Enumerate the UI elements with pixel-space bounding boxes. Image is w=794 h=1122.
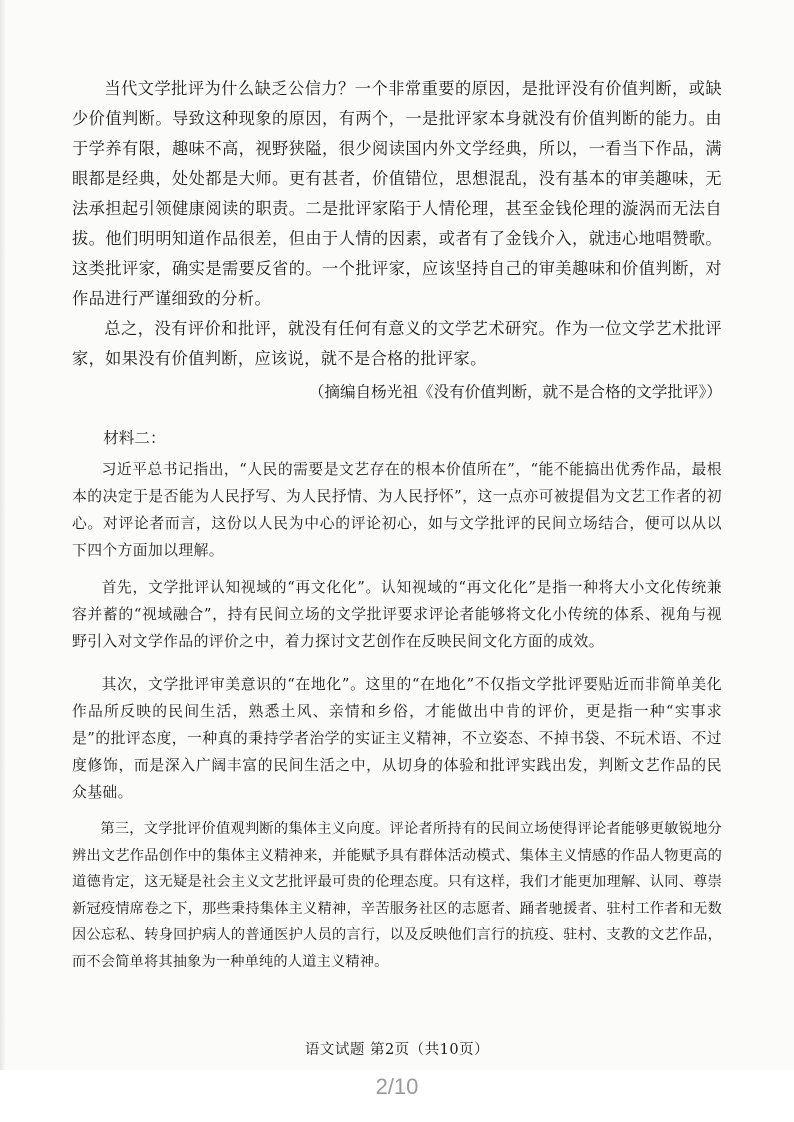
material1-paragraph-1: 当代文学批评为什么缺乏公信力？一个非常重要的原因，是批评没有价值判断，或缺少价值判断。导致这种现象的原因，有两个，一是批评家本身就没有价值判断的能力。由于学养有限，趣味不高，视野狭隘，很少阅读国内外文学经典，所以，一看当下作品，满眼都是经典，处处都是大师。更有甚者，价值错位，思想混乱，没有基本的审美趣味，无法承担起引领健康阅读的职责。二是批评家陷于人情伦理，甚至金钱伦理的漩涡而无法自拔。他们明明知道作品很差，但由于人情的因素，或者有了金钱介入，就违心地唱赞歌。这类批评家，确实是需要反省的。一个批评家，应该坚持自己的审美趣味和价值判断，对作品进行严谨细致的分析。 — [72, 79, 722, 308]
page-body — [72, 74, 722, 975]
material2-paragraph-4: 第三，文学批评价值观判断的集体主义向度。评论者所持有的民间立场使得评论者能够更敏锐地分辨出文艺作品创作中的集体主义精神来，并能赋予具有群体活动模式、集体主义情感的作品人物更高的道德肯定，这无疑是社会主义文艺批评最可贵的伦理态度。只有这样，我们才能更加理解、认同、尊崇新冠疫情席卷之下，那些秉持集体主义精神，辛苦服务社区的志愿者、踊者驰援者、驻村工作者和无数因公忘私、转身回护病人的普通医护人员的言行，以及反映他们言行的抗疫、驻村、支教的文艺作品，而不会简单将其抽象为一种单纯的人道主义精神。 — [72, 821, 722, 970]
scan-shadow-edge — [0, 0, 6, 1070]
material1-paragraph-2: 总之，没有评价和批评，就没有任何有意义的文学艺术研究。作为一位文学艺术批评家，如果没有价值判断，应该说，就不是合格的批评家。 — [72, 319, 722, 368]
material2-paragraph-2: 首先，文学批评认知视域的“再文化化”。认知视域的“再文化化”是指一种将大小文化传统兼容并蓄的“视域融合”，持有民间立场的文学批评要求评论者能够将文化小传统的体系、视角与视野引入对文学作品的评价之中，着力探讨文艺创作在反映民间文化方面的成效。 — [72, 579, 722, 650]
material1-source: （摘编自杨光祖《没有价值判断，就不是合格的文学批评》） — [308, 383, 722, 401]
material2-heading: 材料二： — [103, 429, 166, 447]
material2-paragraph-1: 习近平总书记指出，“人民的需要是文艺存在的根本价值所在”，“能不能搞出优秀作品，最根本的决定于是否能为人民抒写、为人民抒情、为人民抒怀”，这一点亦可被提倡为文艺工作者的初心。对评论者而言，这份以人民为中心的评论初心，如与文学批评的民间立场结合，便可以从以下四个方面加以理解。 — [72, 461, 722, 559]
material2-paragraph-3: 其次，文学批评审美意识的“在地化”。这里的“在地化”不仅指文学批评要贴近而非简单美化作品所反映的民间生活，熟悉土风、亲情和乡俗，才能做出中肯的评价，更是指一种“实事求是”的批评态度，一种真的秉持学者治学的实证主义精神，不立姿态、不掉书袋、不玩术语、不过度修饰，而是深入广阔丰富的民间生活之中，从切身的体验和批评实践出发，判断文艺作品的民众基础。 — [72, 676, 722, 801]
page-indicator: 2/10 — [375, 1074, 419, 1099]
page-footer: 语文试题 第2页（共10页） — [304, 1042, 490, 1058]
